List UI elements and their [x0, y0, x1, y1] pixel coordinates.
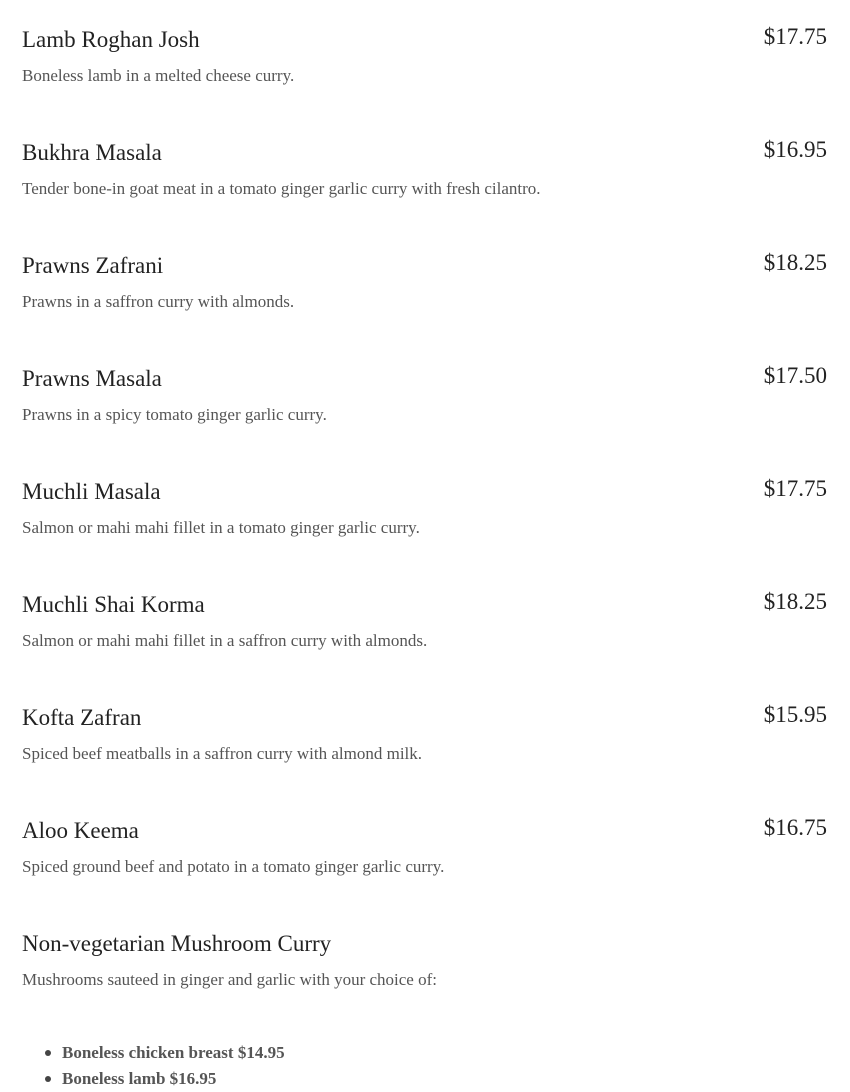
menu-item-price: $18.25	[763, 250, 827, 275]
menu-item-name: Muchli Shai Korma	[22, 592, 205, 617]
menu-item	[0, 226, 850, 339]
menu-item-description: Boneless lamb in a melted cheese curry.	[22, 66, 295, 85]
option-label: Boneless chicken breast $14.95	[62, 1043, 285, 1062]
menu-item	[0, 904, 850, 1017]
list-item	[62, 1066, 285, 1092]
menu-item-description: Spiced ground beef and potato in a tomato ginger garlic curry.	[22, 857, 445, 876]
menu-item-description: Salmon or mahi mahi fillet in a tomato ginger garlic curry.	[22, 518, 420, 537]
option-label: Boneless lamb $16.95	[62, 1069, 217, 1088]
menu-item-price: $16.75	[763, 815, 827, 840]
menu-item-description: Prawns in a saffron curry with almonds.	[22, 292, 295, 311]
bullet-icon	[45, 1050, 51, 1056]
menu-item-name: Bukhra Masala	[22, 140, 162, 165]
menu-item-name: Muchli Masala	[22, 479, 161, 504]
menu-item-description: Mushrooms sauteed in ginger and garlic with your choice of:	[22, 970, 437, 989]
menu-item	[0, 339, 850, 452]
menu-item-name: Non-vegetarian Mushroom Curry	[22, 931, 332, 956]
menu-item	[0, 791, 850, 904]
menu-item-price: $17.50	[763, 363, 827, 388]
menu-item-name: Prawns Masala	[22, 366, 162, 391]
bullet-icon	[45, 1076, 51, 1082]
menu-item-name: Prawns Zafrani	[22, 253, 164, 278]
menu-item-price: $17.75	[763, 476, 827, 501]
menu-item	[0, 565, 850, 678]
menu-item-description: Spiced beef meatballs in a saffron curry with almond milk.	[22, 744, 423, 763]
menu-item	[0, 452, 850, 565]
menu-item-name: Kofta Zafran	[22, 705, 142, 730]
menu-item-description: Salmon or mahi mahi fillet in a saffron curry with almonds.	[22, 631, 428, 650]
menu-item	[0, 113, 850, 226]
menu-item-price: $15.95	[763, 702, 827, 727]
menu-item	[0, 678, 850, 791]
menu-item-name: Lamb Roghan Josh	[22, 27, 200, 52]
menu-item	[0, 0, 850, 113]
menu-item-price: $17.75	[763, 24, 827, 49]
menu-item-name: Aloo Keema	[22, 818, 139, 843]
menu-item-description: Prawns in a spicy tomato ginger garlic curry.	[22, 405, 327, 424]
menu-item-price: $18.25	[763, 589, 827, 614]
menu-item-description: Tender bone-in goat meat in a tomato ginger garlic curry with fresh cilantro.	[22, 179, 541, 198]
mushroom-curry-options	[62, 1040, 285, 1092]
menu-item-price: $16.95	[763, 137, 827, 162]
list-item	[62, 1040, 285, 1066]
